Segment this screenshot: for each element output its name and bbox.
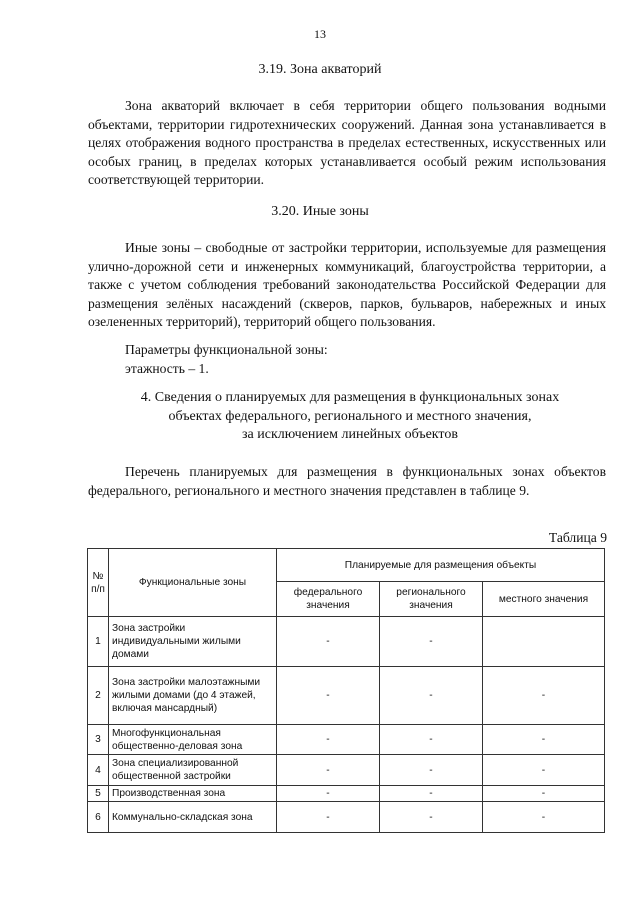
row-federal-value: - xyxy=(277,802,380,833)
row-zone-name: Зона застройки индивидуальными жилыми домами xyxy=(109,617,277,667)
header-federal: федерального значения xyxy=(277,582,380,617)
table-row xyxy=(88,802,605,833)
row-federal-value: - xyxy=(277,786,380,802)
row-local-value xyxy=(483,617,605,667)
row-local-value: - xyxy=(483,755,605,786)
table-caption: Таблица 9 xyxy=(548,530,607,545)
row-federal-value: - xyxy=(277,725,380,755)
row-num: 6 xyxy=(88,802,109,833)
zone-params-label: Параметры функциональной зоны: xyxy=(125,342,328,357)
page-number: 13 xyxy=(314,27,326,41)
header-functional-zones: Функциональные зоны xyxy=(109,549,277,617)
section-3-20-body: Иные зоны – свободные от застройки территории, используемые для размещения улично-дорожной сети и инженерных коммуникаций, благоустройства территории, а также с учетом соблюдения требований законодательства Российской Федерации для размещения зелёных насаждений (скверов, парков, бульваров, набережных и иных озелененных территорий), территорий общего пользования. xyxy=(88,240,606,330)
row-num: 5 xyxy=(88,786,109,802)
row-regional-value: - xyxy=(380,617,483,667)
table-row xyxy=(88,667,605,725)
row-local-value: - xyxy=(483,802,605,833)
row-regional-value: - xyxy=(380,667,483,725)
section-4-title-line-2: объектах федерального, регионального и местного значения, xyxy=(168,408,532,424)
table-row xyxy=(88,755,605,786)
row-regional-value: - xyxy=(380,786,483,802)
header-planned-objects: Планируемые для размещения объекты xyxy=(277,549,605,582)
header-regional: регионального значения xyxy=(380,582,483,617)
row-zone-name: Зона специализированной общественной застройки xyxy=(109,755,277,786)
section-4-title-line-1: 4. Сведения о планируемых для размещения в функциональных зонах xyxy=(140,390,560,405)
row-num: 2 xyxy=(88,667,109,725)
row-local-value: - xyxy=(483,786,605,802)
table-row xyxy=(88,786,605,802)
row-regional-value: - xyxy=(380,802,483,833)
header-local: местного значения xyxy=(483,582,605,617)
row-federal-value: - xyxy=(277,617,380,667)
table-row xyxy=(88,617,605,667)
section-3-19-title: 3.19. Зона акваторий xyxy=(258,62,382,77)
row-local-value: - xyxy=(483,667,605,725)
section-4-title xyxy=(100,389,600,445)
header-num: № п/п xyxy=(88,549,109,617)
row-federal-value: - xyxy=(277,755,380,786)
row-regional-value: - xyxy=(380,725,483,755)
row-regional-value: - xyxy=(380,755,483,786)
row-num: 1 xyxy=(88,617,109,667)
row-num: 3 xyxy=(88,725,109,755)
row-local-value: - xyxy=(483,725,605,755)
row-zone-name: Зона застройки малоэтажными жилыми домами (до 4 этажей, включая мансардный) xyxy=(109,667,277,725)
zone-params-value: этажность – 1. xyxy=(125,361,209,376)
section-3-20-title: 3.20. Иные зоны xyxy=(271,204,369,219)
section-4-title-line-3: за исключением линейных объектов xyxy=(242,427,458,443)
row-num: 4 xyxy=(88,755,109,786)
row-zone-name: Многофункциональная общественно-деловая зона xyxy=(109,725,277,755)
zones-table xyxy=(87,548,605,833)
section-4-body: Перечень планируемых для размещения в функциональных зонах объектов федерального, регионального и местного значения представлен в таблице 9. xyxy=(88,464,606,498)
table-row xyxy=(88,725,605,755)
row-zone-name: Коммунально-складская зона xyxy=(109,802,277,833)
section-3-19-body: Зона акваторий включает в себя территории общего пользования водными объектами, территории гидротехнических сооружений. Данная зона устанавливается в целях отображения водного пространства в пределах естественных, искусственных или особых границ, в пределах которых устанавливается особый режим использования соответствующей территории. xyxy=(88,98,606,188)
row-federal-value: - xyxy=(277,667,380,725)
row-zone-name: Производственная зона xyxy=(109,786,277,802)
